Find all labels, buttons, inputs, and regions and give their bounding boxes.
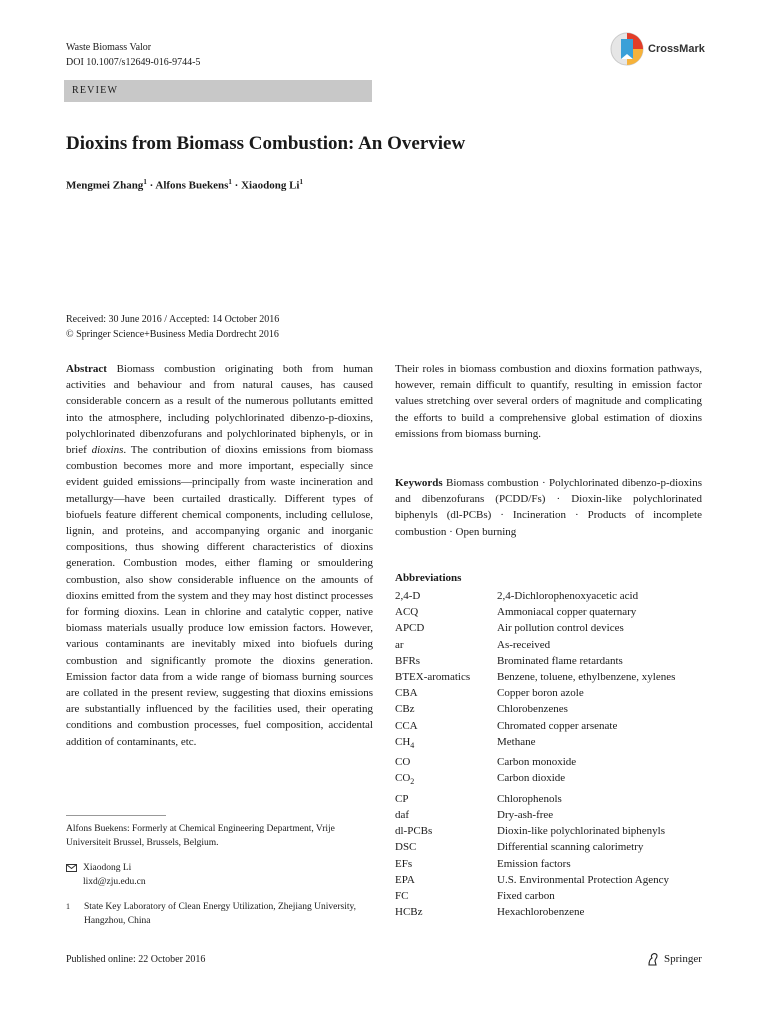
author-affiliation: 1	[228, 178, 232, 186]
abbreviation-definition: Chlorophenols	[497, 792, 562, 805]
abbreviation-definition: Emission factors	[497, 857, 571, 870]
abbreviation-term-text: CP	[395, 792, 409, 805]
abbreviation-term-text: CO	[395, 772, 411, 785]
abbreviation-term-text: DSC	[395, 841, 417, 854]
abbreviation-row	[395, 620, 675, 636]
abbreviation-term	[395, 604, 497, 620]
abbreviation-definition: Methane	[497, 735, 536, 748]
keywords-label: Keywords	[395, 477, 443, 489]
abbreviation-row	[395, 904, 675, 920]
abbreviation-row	[395, 791, 675, 807]
abbreviation-definition: Differential scanning calorimetry	[497, 841, 644, 854]
abbreviation-definition: Hexachlorobenzene	[497, 906, 585, 919]
abbreviation-term	[395, 770, 497, 790]
abbreviation-term-text: CO	[395, 756, 411, 769]
abstract-text: Biomass combustion originating both from human activities and behaviour and from natural causes, has caused considerable concern as a result of the numerous pollutants emitted into the atmosphere, including polychlorinated dibenzo-p-dioxins, polychlorinated dibenzofurans and polychlorinated biphenyls, or in brief	[66, 363, 374, 457]
abbreviation-definition: Chlorobenzenes	[497, 703, 568, 716]
author-affiliation: 1	[299, 178, 303, 186]
received-dates: Received: 30 June 2016 / Accepted: 14 October 2016	[66, 314, 280, 325]
abbreviation-term	[395, 791, 497, 807]
abbreviation-definition: Dioxin-like polychlorinated biphenyls	[497, 825, 666, 838]
abbreviation-definition: 2,4-Dichlorophenoxyacetic acid	[497, 590, 639, 602]
abbreviation-row	[395, 888, 675, 904]
abbreviation-row	[395, 637, 675, 653]
springer-horse-icon	[646, 952, 660, 966]
abbreviation-row	[395, 872, 675, 888]
abbreviation-row	[395, 856, 675, 872]
author-name[interactable]: Mengmei Zhang	[66, 179, 144, 192]
contact-email[interactable]: lixd@zju.edu.cn	[83, 877, 146, 887]
crossmark-icon	[610, 30, 644, 68]
published-online: Published online: 22 October 2016	[66, 954, 206, 965]
abbreviation-row	[395, 653, 675, 669]
abbreviation-row	[395, 604, 675, 620]
paper-title: Dioxins from Biomass Combustion: An Overview	[66, 133, 466, 154]
abbreviation-definition: U.S. Environmental Protection Agency	[497, 873, 669, 886]
author-separator: ·	[231, 179, 242, 192]
contact-block	[66, 861, 146, 889]
author-note: Alfons Buekens: Formerly at Chemical Engineering Department, Vrije Universiteit Brussel, Brussels, Belgium.	[66, 824, 335, 848]
abbreviation-term	[395, 872, 497, 888]
abbreviation-definition: Carbon dioxide	[497, 772, 566, 785]
abbreviation-term	[395, 823, 497, 839]
doi[interactable]: DOI 10.1007/s12649-016-9744-5	[66, 57, 201, 68]
author-name[interactable]: Xiaodong Li	[241, 179, 300, 192]
abbreviation-row	[395, 839, 675, 855]
affiliation	[66, 900, 366, 928]
abbreviation-row	[395, 685, 675, 701]
abbreviation-definition: Ammoniacal copper quaternary	[497, 606, 637, 619]
abbreviation-row	[395, 669, 675, 685]
abbreviation-term-text: CH	[395, 735, 411, 748]
envelope-icon	[66, 864, 77, 872]
crossmark-badge[interactable]	[610, 30, 705, 68]
abbreviations-table	[395, 588, 675, 920]
abstract-label: Abstract	[66, 363, 107, 375]
abbreviation-term	[395, 888, 497, 904]
abbreviation-term	[395, 637, 497, 653]
author-affiliation: 1	[143, 178, 147, 186]
copyright: © Springer Science+Business Media Dordrecht 2016	[66, 329, 279, 340]
springer-label: Springer	[664, 953, 702, 965]
abbreviation-term-text: ACQ	[395, 606, 419, 619]
abbreviation-term-text: HCBz	[395, 906, 423, 919]
abstract	[66, 361, 373, 750]
abbreviation-definition: As-received	[497, 638, 551, 651]
abbreviation-term	[395, 620, 497, 636]
abbreviation-subscript: 2	[410, 777, 415, 787]
abbreviations-title: Abbreviations	[395, 572, 462, 584]
abbreviation-row	[395, 823, 675, 839]
abbreviation-term-text: BTEX-aromatics	[395, 671, 471, 684]
abbreviation-definition: Chromated copper arsenate	[497, 719, 618, 732]
abstract-italic: dioxins	[91, 444, 124, 457]
journal-name: Waste Biomass Valor	[66, 42, 152, 53]
abbreviation-definition: Carbon monoxide	[497, 756, 577, 769]
abbreviation-term-text: CBz	[395, 703, 415, 716]
abbreviation-term-text: ar	[395, 638, 404, 651]
abbreviation-term-text: EFs	[395, 857, 413, 870]
abbreviation-term-text: EPA	[395, 873, 415, 886]
abbreviation-row	[395, 770, 675, 790]
abbreviation-term	[395, 807, 497, 823]
abbreviation-row	[395, 807, 675, 823]
abbreviation-definition: Brominated flame retardants	[497, 654, 623, 667]
abbreviation-term	[395, 653, 497, 669]
crossmark-label: CrossMark	[648, 43, 705, 55]
section-label: REVIEW	[64, 80, 372, 102]
author-name[interactable]: Alfons Buekens	[155, 179, 229, 192]
contact-name: Xiaodong Li	[83, 863, 132, 873]
abbreviation-definition: Copper boron azole	[497, 687, 584, 700]
abbreviation-row	[395, 734, 675, 754]
abstract-text-cont: . The contribution of dioxins emissions from biomass combustion becomes more and more important, especially since evident guided emissions—principally from waste incineration and metallurgy—have been curtailed drastically. Different types of biofuels feature different chemical components, including cellulose, lignin, and proteins, and accompanying organic and inorganic compositions, thus showing different characteristics of dioxins generation. Combustion modes, either flaming or smouldering combustion, also show considerable influence on the amounts of dioxins emitted from the system and they may host distinct processes for forming dioxins. Lean in chlorine and catalytic copper, native biomass materials usually produce low emission factors. However, various contaminants are inevitably mixed into biofuels during combustion and significantly promote the dioxins generation. Emission factor data from a wide range of biomass burning sources are collated in the present review, suggesting that dioxins emissions are substantially influenced by the facilities used, their operating conditions and combustion processes, fuel composition, accidental addition of contaminants, etc.	[66, 444, 374, 748]
abbreviation-definition: Dry-ash-free	[497, 809, 554, 822]
abbreviation-row	[395, 701, 675, 717]
abbreviation-term	[395, 754, 497, 770]
abbreviation-term	[395, 685, 497, 701]
affiliation-text: State Key Laboratory of Clean Energy Utilization, Zhejiang University, Hangzhou, China	[84, 902, 356, 926]
springer-logo	[646, 952, 702, 966]
author-separator: ·	[146, 179, 156, 192]
abbreviation-term-text: FC	[395, 890, 409, 903]
abbreviation-term	[395, 856, 497, 872]
abbreviation-subscript: 4	[410, 741, 415, 751]
abbreviation-term	[395, 669, 497, 685]
abbreviation-definition: Benzene, toluene, ethylbenzene, xylenes	[497, 671, 676, 684]
abbreviation-term-text: CBA	[395, 687, 418, 700]
abbreviation-term	[395, 588, 497, 604]
abbreviation-term-text: daf	[395, 809, 410, 822]
affiliation-number: 1	[66, 902, 70, 911]
abbreviation-term-text: CCA	[395, 719, 418, 732]
abbreviation-term	[395, 718, 497, 734]
abbreviation-term	[395, 734, 497, 754]
abbreviation-term	[395, 701, 497, 717]
abbreviation-term	[395, 839, 497, 855]
author-list	[66, 178, 303, 192]
abbreviation-row	[395, 754, 675, 770]
dates-block	[66, 312, 279, 342]
abbreviation-term-text: APCD	[395, 622, 425, 635]
abbreviation-term	[395, 904, 497, 920]
abbreviation-term-text: BFRs	[395, 654, 421, 667]
abstract-continuation: Their roles in biomass combustion and dioxins formation pathways, however, remain difficult to quantify, resulting in emission factor values stretching over several orders of magnitude and complicating the efforts to build a comprehensive global estimation of dioxins emissions from biomass burning.	[395, 363, 702, 440]
abbreviation-definition: Air pollution control devices	[497, 622, 624, 635]
abbreviation-definition: Fixed carbon	[497, 890, 555, 903]
abbreviation-term-text: dl-PCBs	[395, 825, 433, 838]
footnote-divider	[66, 815, 166, 816]
abbreviation-row	[395, 588, 675, 604]
keywords	[395, 475, 702, 540]
keywords-text: Biomass combustion · Polychlorinated dibenzo-p-dioxins and dibenzofurans (PCDD/Fs) · Dioxin-like polychlorinated biphenyls (dl-PCBs) · Incineration · Products of incomplete combustion · Open burning	[395, 477, 702, 538]
abbreviation-term-text: 2,4-D	[395, 590, 421, 602]
abbreviation-row	[395, 718, 675, 734]
